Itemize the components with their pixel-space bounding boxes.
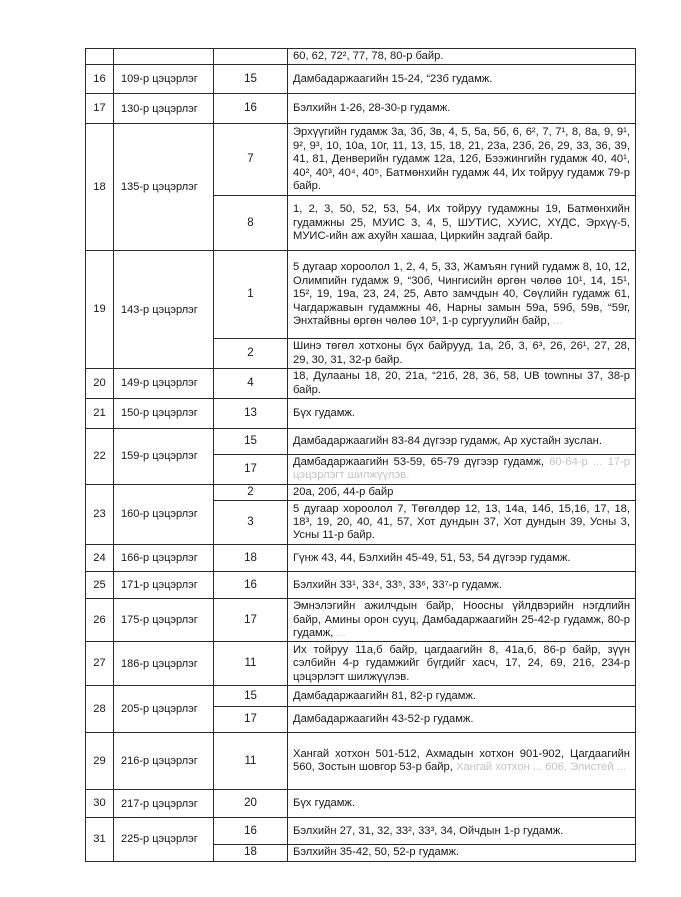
address-cell (288, 501, 636, 545)
khoroo-number: 15 (214, 686, 288, 707)
address-cell (288, 572, 636, 599)
address-text: Хангай хотхон 501-512, Ахмадын хотхон 901-902, Цагдаагийн 560, Зостын шовгор 53-р байр, (293, 748, 630, 774)
address-text: 5 дугаар хороолол 1, 2, 4, 5, 33, Жамъян гүний гудамж 8, 10, 12, Олимпийн гудамж 9, “30б, Чингисийн өргөн чөлөө 10¹, 14, 15¹, 15², 19, 19а, 23, 24, 25, Авто замчдын 40, Сөүлийн гудамж 61, Чагдаржавын гудамжны 46, Нарны замын 59а, 59б, 59в, “59г, Энхтайвны өргөн чөлөө 10³, 1-р сургуулийн байр, (293, 261, 630, 328)
table-row (86, 94, 636, 124)
kindergarten-name: 216-р цэцэрлэг (114, 733, 214, 790)
kindergarten-district-table (85, 48, 636, 862)
khoroo-number: 16 (214, 818, 288, 845)
faded-text: Хангай хотхон ... 606, Элистей ... (456, 761, 627, 774)
address-text: 1, 2, 3, 50, 52, 53, 54, Их тойруу гудамжны 19, Батмөнхийн гудамжны 25, МУИС 3, 4, 5, ШУТИС, ХУИС, ХҮДС, Эрхүү-5, МУИС-ийн аж ахуйн хашаа, Циркийн задгай байр. (293, 203, 630, 243)
kindergarten-name: 186-р цэцэрлэг (114, 642, 214, 686)
kindergarten-name: 143-р цэцэрлэг (114, 251, 214, 369)
faded-text: 60-64-р ... 17-р цэцэрлэгт шилжүүлэв. (293, 456, 630, 482)
khoroo-number: 2 (214, 339, 288, 369)
khoroo-number: 1 (214, 251, 288, 339)
faded-text: ... (552, 315, 563, 328)
table-row (86, 572, 636, 599)
table-row (86, 790, 636, 818)
row-number: 28 (86, 686, 114, 733)
khoroo-number: 15 (214, 65, 288, 94)
address-text: Эрхүүгийн гудамж 3а, 3б, 3в, 4, 5, 5а, 5б, 6, 6², 7, 7¹, 8, 8а, 9, 9¹, 9², 9³, 10, 10а, 10г, 11, 13, 15, 18, 21, 23а, 23б, 26, 29, 33, 36, 39, 41, 81, Денверийн гудамж 12а, 12б, Бээжингийн гудамж 40, 40¹, 40², 40³, 40⁴, 40⁵, Батмөнхийн гудамж 44, Их тойруу гудамж 79-р байр. (293, 126, 630, 193)
khoroo-number: 18 (214, 845, 288, 861)
kindergarten-name: 175-р цэцэрлэг (114, 599, 214, 642)
khoroo-number: 4 (214, 369, 288, 399)
khoroo-number: 16 (214, 572, 288, 599)
row-number: 23 (86, 484, 114, 544)
table-row (86, 599, 636, 642)
kindergarten-name: 149-р цэцэрлэг (114, 369, 214, 399)
kindergarten-name: 166-р цэцэрлэг (114, 545, 214, 572)
address-cell (288, 94, 636, 124)
table-row (86, 429, 636, 455)
row-number: 17 (86, 94, 114, 124)
address-cell (288, 369, 636, 399)
table-row (86, 484, 636, 500)
row-number: 27 (86, 642, 114, 686)
khoroo-number: 7 (214, 124, 288, 196)
address-cell (288, 642, 636, 686)
address-cell (288, 545, 636, 572)
table-row (86, 399, 636, 429)
address-text: Дамбадаржаагийн 83-84 дүгээр гудамж, Ар хустайн зуслан. (293, 434, 602, 447)
address-text: Гүнж 43, 44, Бэлхийн 45-49, 51, 53, 54 дүгээр гудамж. (293, 551, 571, 564)
row-number: 21 (86, 399, 114, 429)
address-text: 18, Дулааны 18, 20, 21а, “21б, 28, 36, 58, UB townны 37, 38-р байр. (293, 370, 630, 396)
kindergarten-name: 171-р цэцэрлэг (114, 572, 214, 599)
kindergarten-name: 159-р цэцэрлэг (114, 429, 214, 485)
address-cell (288, 818, 636, 845)
address-text: 5 дугаар хороолол 7, Төгөлдөр 12, 13, 14а, 14б, 15,16, 17, 18, 18³, 19, 20, 40, 41, 57, Хот дундын 37, Хот дундын 39, Усны 3, Усны 11-р байр. (293, 502, 630, 542)
address-cell (288, 455, 636, 485)
kindergarten-name: 217-р цэцэрлэг (114, 790, 214, 818)
address-text: Бүх гудамж. (293, 797, 355, 810)
kindergarten-name: 109-р цэцэрлэг (114, 65, 214, 94)
kindergarten-name: 135-р цэцэрлэг (114, 124, 214, 251)
address-cell (288, 49, 636, 65)
row-number: 19 (86, 251, 114, 369)
address-text: Их тойруу 11а,б байр, цагдаагийн 8, 41а,б, 86-р байр, зүүн сэлбийн 4-р гудамжийг бүгдийг хасч, 17, 24, 69, 216, 234-р цэцэрлэгт шилжүүлэв. (293, 643, 630, 683)
table-row (86, 251, 636, 339)
row-number: 30 (86, 790, 114, 818)
address-cell (288, 707, 636, 733)
address-text: Дамбадаржаагийн 15-24, “23б гудамж. (293, 72, 493, 85)
row-number: 29 (86, 733, 114, 790)
address-text: Бэлхийн 27, 31, 32, 33², 33³, 34, Ойчдын 1-р гудамж. (293, 824, 564, 837)
table-row (86, 733, 636, 790)
address-cell (288, 733, 636, 790)
kindergarten-name (114, 49, 214, 65)
address-cell (288, 399, 636, 429)
address-cell (288, 251, 636, 339)
table-body (86, 49, 636, 862)
kindergarten-name: 225-р цэцэрлэг (114, 818, 214, 861)
address-cell (288, 339, 636, 369)
khoroo-number: 18 (214, 545, 288, 572)
table-row (86, 545, 636, 572)
address-text: Бэлхийн 1-26, 28-30-р гудамж. (293, 102, 451, 115)
khoroo-number: 11 (214, 642, 288, 686)
khoroo-number: 17 (214, 599, 288, 642)
address-text: 60, 62, 72², 77, 78, 80-р байр. (293, 50, 444, 62)
faded-text: ... (336, 627, 346, 640)
address-text: Бэлхийн 35-42, 50, 52-р гудамж. (293, 846, 460, 859)
address-cell (288, 124, 636, 196)
khoroo-number: 8 (214, 196, 288, 251)
table-row (86, 369, 636, 399)
address-text: Шинэ төгөл хотхоны бүх байрууд, 1а, 2б, 3, 6³, 26, 26¹, 27, 28, 29, 30, 31, 32-р байр. (293, 340, 630, 366)
address-cell (288, 845, 636, 861)
khoroo-number: 20 (214, 790, 288, 818)
row-number (86, 49, 114, 65)
khoroo-number: 15 (214, 429, 288, 455)
address-text: Дамбадаржаагийн 81, 82-р гудамж. (293, 689, 476, 702)
khoroo-number: 2 (214, 484, 288, 500)
address-text: Дамбадаржаагийн 43-52-р гудамж. (293, 713, 474, 726)
kindergarten-name: 130-р цэцэрлэг (114, 94, 214, 124)
address-text: Бүх гудамж. (293, 406, 355, 419)
row-number: 20 (86, 369, 114, 399)
khoroo-number: 17 (214, 707, 288, 733)
row-number: 18 (86, 124, 114, 251)
row-number: 22 (86, 429, 114, 485)
table-row (86, 124, 636, 196)
table-row (86, 65, 636, 94)
row-number: 16 (86, 65, 114, 94)
address-text: Дамбадаржаагийн 53-59, 65-79 дүгээр гудамж, (293, 456, 544, 469)
address-cell (288, 429, 636, 455)
table-row (86, 818, 636, 845)
table-row (86, 49, 636, 65)
khoroo-number: 11 (214, 733, 288, 790)
row-number: 24 (86, 545, 114, 572)
row-number: 26 (86, 599, 114, 642)
address-cell (288, 196, 636, 251)
row-number: 31 (86, 818, 114, 861)
address-text: Бэлхийн 33¹, 33⁴, 33⁵, 33⁶, 33⁷-р гудамж. (293, 578, 503, 591)
table-row (86, 642, 636, 686)
row-number: 25 (86, 572, 114, 599)
khoroo-number: 13 (214, 399, 288, 429)
khoroo-number: 16 (214, 94, 288, 124)
address-cell (288, 484, 636, 500)
khoroo-number: 17 (214, 455, 288, 485)
khoroo-number: 3 (214, 501, 288, 545)
khoroo-number (214, 49, 288, 65)
address-text: 20а, 20б, 44-р байр (293, 485, 394, 498)
kindergarten-name: 150-р цэцэрлэг (114, 399, 214, 429)
address-cell (288, 686, 636, 707)
address-cell (288, 65, 636, 94)
address-cell (288, 599, 636, 642)
address-cell (288, 790, 636, 818)
table-row (86, 686, 636, 707)
kindergarten-name: 205-р цэцэрлэг (114, 686, 214, 733)
address-text: Эмнэлэгийн ажилчдын байр, Ноосны үйлдвэрийн нэгдлийн байр, Амины орон сууц, Дамбадаржаагийн 25-42-р гудамж, 80-р гудамж, (293, 600, 630, 640)
kindergarten-name: 160-р цэцэрлэг (114, 484, 214, 544)
